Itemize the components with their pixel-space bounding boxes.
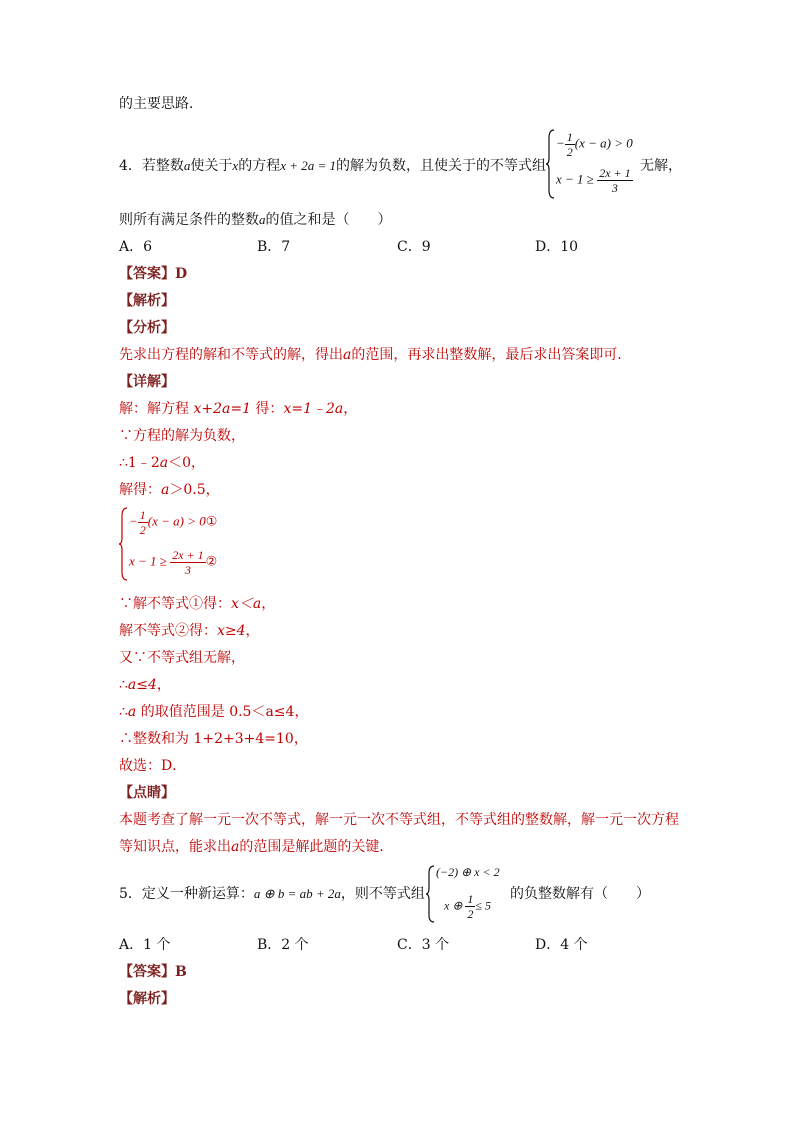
intro-tail: 的主要思路． [119,96,203,112]
q4-step-4: 解得：a＞0.5， [119,482,220,498]
q4-dianjing-2: 等知识点，能求出a的范围是解此题的关键． [119,839,394,855]
q4-step-3: ∴1﹣2a＜0， [119,455,206,471]
left-brace-icon [426,864,436,924]
q4-step-8: ∴a≤4， [119,677,171,693]
q5-option-b: B．2 个 [257,937,309,953]
q4-stem-no-solution: 无解， [640,158,682,174]
q4-stem-2: 则所有满足条件的整数a的值之和是（ ） [119,212,392,228]
q5-answer: 【答案】B [119,964,187,980]
q4-step-5: ∵解不等式①得：x＜a， [119,596,276,612]
q5-option-a: A．1 个 [119,937,171,953]
q4-option-c: C．9 [397,239,431,255]
q4-step-2: ∵方程的解为负数， [119,428,245,444]
q5-option-c: C．3 个 [397,937,450,953]
q4-step-1: 解：解方程 x+2a=1 得：x=1﹣2a， [119,401,358,417]
q5-stem: 5．定义一种新运算：a ⊕ b = ab + 2a，则不等式组 [119,886,425,902]
q4-fenxi-text: 先求出方程的解和不等式的解，得出a的范围，再求出整数解，最后求出答案即可． [119,347,632,363]
q4-option-d: D．10 [535,239,579,255]
q4-step-9: ∴a 的取值范围是 0.5＜a≤4， [119,704,309,720]
left-brace-icon [546,128,556,200]
q5-stem-tail: 的负整数解有（ ） [510,886,650,902]
q4-sys-eq-1: − $\frac{1}{2}$ (x − a) > 0① [129,508,218,537]
q4-solution-system [119,506,249,582]
left-brace-icon [119,506,129,582]
q4-step-7: 又∵不等式组无解， [119,650,245,666]
q4-step-6: 解不等式②得：x≥4， [119,623,260,639]
q4-step-10: ∴整数和为 1+2+3+4=10， [119,731,308,747]
q5-analysis-label: 【解析】 [119,991,175,1007]
q4-dianjing-1: 本题考查了解一元一次不等式，解一元一次不等式组，不等式组的整数解，解一元一次方程 [119,812,679,828]
q4-stem: 4．若整数a使关于x的方程x + 2a = 1的解为负数，且使关于的不等式组 [119,158,547,174]
q4-option-a: A．6 [119,239,153,255]
q5-option-d: D．4 个 [535,937,588,953]
q4-answer: 【答案】D [119,266,188,282]
q4-sys-eq-2: x − 1 ≥ $\frac{2x + 1}{3}$ ② [129,548,218,577]
q5-ineq-1: (−2) ⊕ x < 2 [436,865,500,879]
q4-step-11: 故选：D． [119,758,187,774]
q5-inequality-system [426,864,516,924]
q4-dianjing-label: 【点睛】 [119,785,175,801]
q4-detail-label: 【详解】 [119,374,175,390]
q5-ineq-2: x ⊕ $\frac{1}{2}$ ≤ 5 [444,892,491,921]
q4-ineq-2: x − 1 ≥ $\frac{2x + 1}{3}$ [556,166,631,195]
q4-option-b: B．7 [257,239,291,255]
q4-analysis-label: 【解析】 [119,293,175,309]
q4-fenxi-label: 【分析】 [119,320,175,336]
q4-ineq-1: − $\frac{1}{2}$ (x − a) > 0 [556,130,633,159]
